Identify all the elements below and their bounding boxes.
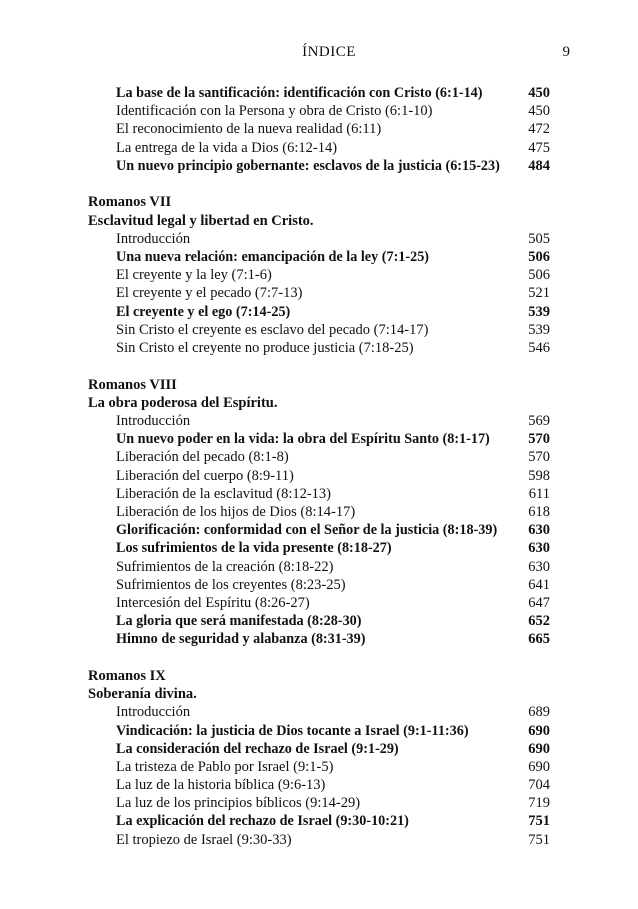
toc-entry[interactable] <box>88 321 550 339</box>
toc-heading-entry[interactable] <box>88 157 550 175</box>
toc-entry[interactable] <box>88 794 550 812</box>
chapter-heading: Romanos VIII <box>88 376 177 393</box>
toc-heading-entry[interactable] <box>88 630 550 648</box>
toc-entry[interactable] <box>88 831 550 849</box>
toc-entry-title: El creyente y el ego (7:14-25) <box>116 303 291 320</box>
toc-entry-title: Glorificación: conformidad con el Señor de la justicia (8:18-39) <box>116 522 498 539</box>
toc-entry-page: 630 <box>528 558 550 575</box>
toc-entry[interactable] <box>88 102 550 120</box>
toc-entry-title: Liberación de los hijos de Dios (8:14-17) <box>116 503 356 520</box>
toc-entry[interactable] <box>88 448 550 466</box>
toc-entry-page: 475 <box>528 139 550 156</box>
chapter-subtitle: Esclavitud legal y libertad en Cristo. <box>88 212 314 229</box>
toc-entry-title: Sufrimientos de los creyentes (8:23-25) <box>116 576 346 593</box>
toc-entry-page: 719 <box>528 795 550 812</box>
toc-entry-page: 690 <box>528 722 550 739</box>
toc-entry-page: 689 <box>528 704 550 721</box>
toc-entry-page: 570 <box>528 449 550 466</box>
toc-entry[interactable] <box>88 412 550 430</box>
toc-entry-title: Vindicación: la justicia de Dios tocante a Israel (9:1-11:36) <box>116 722 469 739</box>
toc-heading-entry[interactable] <box>88 740 550 758</box>
page-title: ÍNDICE <box>302 44 356 60</box>
toc-entry-page: 690 <box>528 758 550 775</box>
toc-entry-title: Intercesión del Espíritu (8:26-27) <box>116 594 310 611</box>
toc-entry[interactable] <box>88 467 550 485</box>
toc-entry[interactable] <box>88 120 550 138</box>
toc-heading-entry[interactable] <box>88 248 550 266</box>
toc-entry-page: 569 <box>528 413 550 429</box>
toc-entry[interactable] <box>88 703 550 721</box>
toc-entry-page: 570 <box>528 431 550 448</box>
toc-entry-title: Introducción <box>116 704 191 721</box>
toc-heading-entry[interactable] <box>88 84 550 102</box>
section-gap <box>88 175 550 194</box>
toc-entry-title: Liberación de la esclavitud (8:12-13) <box>116 485 332 502</box>
toc-entry-page: 690 <box>528 740 550 757</box>
toc-entry-page: 630 <box>528 540 550 557</box>
toc-entry-title: La entrega de la vida a Dios (6:12-14) <box>116 139 338 156</box>
toc-entry-title: La consideración del rechazo de Israel (9:1-29) <box>116 740 399 757</box>
toc-entry-title: Identificación con la Persona y obra de Cristo (6:1-10) <box>116 103 433 120</box>
toc-entry-title: La luz de los principios bíblicos (9:14-29) <box>116 795 361 812</box>
toc-entry[interactable] <box>88 485 550 503</box>
toc-entry-title: La base de la santificación: identificación con Cristo (6:1-14) <box>116 85 483 101</box>
toc-entry-page: 704 <box>528 777 550 794</box>
toc-heading-entry[interactable] <box>88 430 550 448</box>
toc-heading-entry[interactable] <box>88 539 550 557</box>
toc-entry-title: El reconocimiento de la nueva realidad (6:11) <box>116 121 382 138</box>
toc-entry-page: 618 <box>528 503 550 520</box>
toc-entry-title: Liberación del cuerpo (8:9-11) <box>116 467 294 484</box>
toc-entry-page: 546 <box>528 339 550 356</box>
toc-entry-title: Liberación del pecado (8:1-8) <box>116 449 289 466</box>
toc-entry-page: 751 <box>528 813 550 830</box>
toc-entry-page: 472 <box>528 121 550 138</box>
toc-entry-title: Un nuevo poder en la vida: la obra del Espíritu Santo (8:1-17) <box>116 431 490 448</box>
toc-entry-title: Introducción <box>116 413 191 429</box>
page-number: 9 <box>562 44 570 60</box>
page-header <box>88 44 570 64</box>
toc-entry-title: Una nueva relación: emancipación de la ley (7:1-25) <box>116 249 430 265</box>
toc-entry[interactable] <box>88 230 550 248</box>
toc-entry[interactable] <box>88 284 550 302</box>
toc-entry[interactable] <box>88 776 550 794</box>
toc-entry-page: 652 <box>528 613 550 630</box>
table-of-contents <box>88 84 550 849</box>
toc-entry-title: Sin Cristo el creyente es esclavo del pecado (7:14-17) <box>116 321 429 338</box>
toc-heading-entry[interactable] <box>88 722 550 740</box>
toc-entry-page: 539 <box>528 303 550 320</box>
toc-entry-page: 665 <box>528 631 550 648</box>
toc-entry-title: La luz de la historia bíblica (9:6-13) <box>116 777 326 794</box>
toc-entry-title: Himno de seguridad y alabanza (8:31-39) <box>116 631 366 648</box>
toc-heading-entry[interactable] <box>88 521 550 539</box>
toc-entry-page: 751 <box>528 831 550 848</box>
toc-entry-title: El creyente y la ley (7:1-6) <box>116 267 272 284</box>
section-gap <box>88 357 550 376</box>
toc-entry[interactable] <box>88 266 550 284</box>
toc-entry-page: 506 <box>528 267 550 284</box>
toc-entry[interactable] <box>88 758 550 776</box>
chapter-subtitle: Soberanía divina. <box>88 686 197 703</box>
toc-entry-title: Sufrimientos de la creación (8:18-22) <box>116 558 334 575</box>
toc-entry-title: Introducción <box>116 230 191 247</box>
toc-entry[interactable] <box>88 576 550 594</box>
chapter-heading: Romanos VII <box>88 194 172 211</box>
toc-entry-page: 521 <box>528 285 550 302</box>
toc-entry-title: Sin Cristo el creyente no produce justicia (7:18-25) <box>116 339 414 356</box>
chapter-heading: Romanos IX <box>88 667 166 684</box>
toc-entry[interactable] <box>88 503 550 521</box>
section-gap <box>88 648 550 667</box>
toc-entry-title: Los sufrimientos de la vida presente (8:18-27) <box>116 540 392 557</box>
toc-entry-title: El tropiezo de Israel (9:30-33) <box>116 831 292 848</box>
toc-entry-page: 450 <box>528 103 550 120</box>
toc-entry[interactable] <box>88 139 550 157</box>
toc-heading-entry[interactable] <box>88 303 550 321</box>
chapter-subtitle: La obra poderosa del Espíritu. <box>88 394 278 411</box>
toc-entry-title: La tristeza de Pablo por Israel (9:1-5) <box>116 758 334 775</box>
toc-entry-page: 484 <box>528 157 550 174</box>
toc-entry-title: El creyente y el pecado (7:7-13) <box>116 285 303 302</box>
toc-entry-page: 450 <box>528 85 550 101</box>
toc-entry-page: 506 <box>528 249 550 265</box>
toc-entry-title: La explicación del rechazo de Israel (9:30-10:21) <box>116 813 409 830</box>
toc-entry-page: 647 <box>528 594 550 611</box>
toc-entry-page: 598 <box>528 467 550 484</box>
toc-entry-page: 641 <box>528 576 550 593</box>
toc-heading-entry[interactable] <box>88 612 550 630</box>
toc-entry[interactable] <box>88 558 550 576</box>
toc-entry-title: Un nuevo principio gobernante: esclavos de la justicia (6:15-23) <box>116 157 500 174</box>
toc-entry-page: 539 <box>528 321 550 338</box>
toc-entry-page: 611 <box>528 485 550 502</box>
toc-entry[interactable] <box>88 594 550 612</box>
toc-entry[interactable] <box>88 339 550 357</box>
toc-entry-title: La gloria que será manifestada (8:28-30) <box>116 613 362 630</box>
toc-entry-page: 630 <box>528 522 550 539</box>
toc-entry-page: 505 <box>528 230 550 247</box>
toc-heading-entry[interactable] <box>88 812 550 830</box>
